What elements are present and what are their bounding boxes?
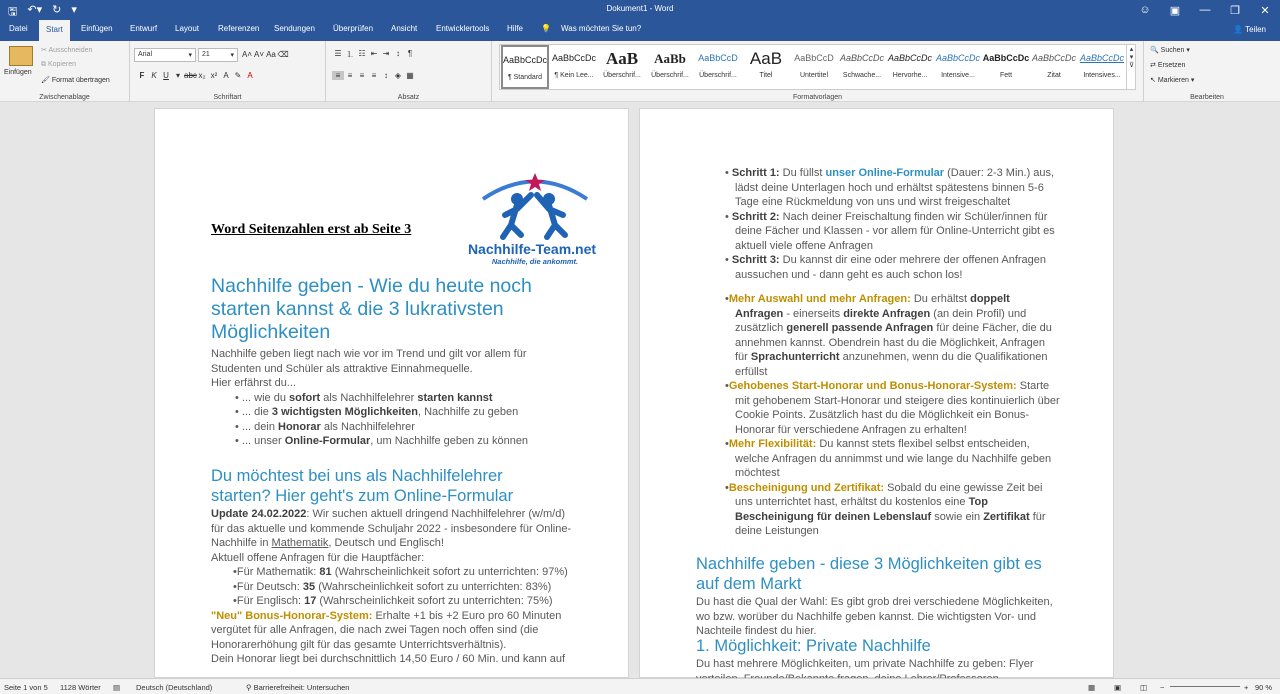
clipboard-group-label: Zwischenablage (39, 94, 90, 101)
font-format-tools (136, 71, 256, 80)
style-quote[interactable]: AaBbCcDc Zitat (1031, 53, 1076, 79)
logo-text: Nachhilfe-Team.net (467, 241, 597, 257)
more-icon: ⊽ (1128, 62, 1135, 69)
share-button[interactable]: 👤 Teilen (1233, 25, 1266, 34)
change-case-icon[interactable]: Aa (266, 50, 276, 59)
page-title: Nachhilfe geben - Wie du heute noch starten kannst & die 3 lukrativsten Möglichkeiten (211, 275, 532, 343)
print-layout-icon[interactable]: ▣ (1114, 683, 1122, 692)
editing-group-label: Bearbeiten (1190, 94, 1224, 101)
zoom-in-icon[interactable]: + (1244, 683, 1249, 692)
numbering-icon[interactable]: ⒈ (346, 50, 354, 59)
zoom-out-icon[interactable]: − (1160, 683, 1165, 692)
decrease-indent-icon[interactable]: ⇤ (370, 49, 378, 58)
bullet-icon: • (235, 420, 242, 433)
honorar-paragraph: Dein Honorar liegt bei durchschnittlich 14,50 Euro / 60 Min. und kann auf (211, 653, 566, 665)
highlight-icon[interactable]: ✎ (234, 71, 242, 80)
steps-list (720, 166, 1060, 282)
cursor-icon: ↖ (1150, 77, 1158, 84)
font-name-select[interactable]: Arial ▾ (134, 48, 196, 62)
sort-icon[interactable]: ↕ (396, 49, 400, 58)
tab-design[interactable]: Entwurf (130, 24, 158, 33)
underlined-heading: Word Seitenzahlen erst ab Seite 3 (211, 222, 412, 237)
bullet-icon: • (725, 481, 729, 494)
clipboard-group (0, 41, 130, 102)
page-2[interactable] (639, 108, 1114, 678)
window-controls (1130, 0, 1280, 20)
style-subtle-emphasis[interactable]: AaBbCcDc Schwache... (839, 53, 884, 79)
style-emphasis[interactable]: AaBbCcDc Hervorhe... (887, 53, 932, 79)
page-1[interactable] (154, 108, 629, 678)
style-heading3[interactable]: AaBbCcD Überschrif... (698, 53, 738, 79)
shrink-font-icon[interactable]: A˅ (253, 50, 264, 59)
logo-figures-icon (465, 169, 605, 239)
paste-button[interactable]: Einfügen (4, 69, 32, 76)
style-standard[interactable]: AaBbCcDc ¶ Standard (501, 45, 549, 89)
style-title[interactable]: AaB Titel (749, 49, 783, 79)
vertical-scrollbar[interactable] (1268, 102, 1280, 678)
ribbon (0, 41, 1280, 102)
style-intense-quote[interactable]: AaBbCcDc Intensives... (1079, 53, 1124, 79)
lightbulb-icon: 💡 (541, 24, 551, 33)
customize-icon[interactable]: ▾ (71, 4, 77, 16)
bullet-icon: • (725, 293, 729, 305)
tab-file[interactable]: Datei (9, 24, 28, 33)
style-heading1[interactable]: AaB Überschrif... (603, 49, 641, 79)
replace-icon: ⇄ (1150, 62, 1158, 69)
scissors-icon: ✂ (41, 47, 49, 54)
styles-gallery (499, 44, 1136, 90)
language[interactable]: Deutsch (Deutschland) (136, 683, 213, 692)
intro-lead: Hier erfährst du... (211, 377, 296, 389)
bullet-icon: • (725, 210, 732, 223)
list-item: • Schritt 3: Du kannst dir eine oder mehrere der offenen Anfragen aussuchen und - dann geht es auch schon los! (725, 254, 1047, 281)
style-heading2[interactable]: AaBb Überschrif... (651, 51, 689, 79)
bullet-icon: • (233, 595, 237, 607)
options-paragraph: Du hast die Qual der Wahl: Es gibt grob drei verschiedene Möglichkeiten, wo bzw. worüber du Nachhilfe geben kannst. Die wichtigsten Vor- und Nachteile findest du hier. (696, 596, 1053, 637)
tab-help[interactable]: Hilfe (507, 24, 524, 33)
accessibility-button[interactable]: ⚲ Barrierefreiheit: Untersuchen (246, 683, 350, 692)
chevron-up-icon: ▴ (1129, 46, 1134, 53)
bullet-icon: • (235, 435, 242, 447)
superscript-icon[interactable]: x² (210, 71, 218, 80)
bold-icon[interactable]: F (139, 71, 145, 80)
list-item: •Mehr Flexibilität: Du kannst stets flexibel selbst entscheiden, welche Anfragen du annimmst und wie lange du Nachhilfe geben möchtest (725, 438, 1052, 479)
math-link[interactable]: Mathematik (271, 537, 329, 549)
tab-mailings[interactable]: Sendungen (274, 24, 315, 33)
font-color-icon[interactable]: A (247, 71, 253, 80)
intro-list (235, 391, 571, 449)
list-item: •Gehobenes Start-Honorar und Bonus-Honorar-System: Starte mit gehobenem Start-Honorar und steigere dies kontinuierlich über Cookie Points. Zusätzlich hast du die Möglichkeit ein Bonus-Honorar für verschiedene Anfragen zu erhalten! (725, 380, 1060, 436)
share-icon: 👤 (1233, 25, 1246, 34)
ribbon-tabs (0, 20, 1280, 41)
section-heading: Nachhilfe geben - diese 3 Möglichkeiten gibt es auf dem Markt (696, 555, 1042, 593)
chevron-down-icon: ▾ (188, 52, 192, 59)
underline-icon[interactable]: U (163, 71, 169, 80)
zoom-level[interactable]: 90 % (1255, 683, 1273, 692)
chevron-down-icon: ▾ (230, 52, 234, 59)
styles-scroll[interactable] (1126, 45, 1136, 89)
font-size-tools (241, 50, 289, 59)
list-item: • Schritt 2: Nach deiner Freischaltung finden wir Schüler/innen für deine Fächer und Klassen - vor allem für Online-Unterricht gibt es aktuell viele offene Anfragen (725, 210, 1055, 252)
list-item: •Für Mathematik: 81 (Wahrscheinlichkeit sofort zu unterrichten: 97%) (233, 566, 568, 578)
find-button[interactable]: 🔍 Suchen ▾ (1150, 47, 1190, 54)
style-subtitle[interactable]: AaBbCcD Untertitel (794, 53, 834, 79)
clear-format-icon[interactable]: ⌫ (277, 50, 289, 59)
title-bar (0, 0, 1280, 20)
list-item: • ... unser Online-Formular, um Nachhilfe geben zu können (235, 435, 529, 447)
list-item: • Schritt 1: Du füllst unser Online-Formular (Dauer: 2-3 Min.) aus, lädst deine Unterlagen hoch und erhältst spätestens binnen 5-6 Tage eine Rückmeldung von uns und wirst freigeschaltet (725, 167, 1055, 208)
bullet-icon: • (235, 391, 242, 404)
justify-icon[interactable]: ≡ (371, 71, 377, 80)
list-tools (332, 49, 416, 60)
replace-button[interactable]: ⇄ Ersetzen (1150, 62, 1186, 69)
redo-icon[interactable]: ↻ (52, 4, 62, 16)
intro-paragraph: Nachhilfe geben liegt nach wie vor im Trend und gilt vor allem für Studenten und Schüler als attraktive Einnahmequelle. (211, 348, 527, 375)
italic-icon[interactable]: K (151, 71, 157, 80)
brush-icon: 🖌 (41, 77, 52, 84)
align-tools (332, 71, 416, 80)
style-intense-emphasis[interactable]: AaBbCcDc Intensive... (935, 53, 980, 79)
document-title: Dokument1 - Word (606, 4, 674, 13)
text-effects-icon[interactable]: A (223, 71, 229, 80)
close-icon[interactable]: ✕ (1260, 4, 1270, 17)
align-right-icon[interactable]: ≡ (359, 71, 365, 80)
tell-me-search[interactable]: Was möchten Sie tun? (561, 24, 642, 33)
accessibility-icon: ⚲ (246, 683, 254, 692)
borders-icon[interactable]: ▦ (406, 71, 414, 80)
tab-start[interactable]: Start (39, 20, 70, 41)
subsection-heading: 1. Möglichkeit: Private Nachhilfe (696, 637, 931, 655)
bullet-icon: • (233, 566, 237, 578)
benefits-list (720, 292, 1060, 539)
font-size-select[interactable]: 21 ▾ (198, 48, 238, 62)
word-count[interactable]: 1128 Wörter (60, 683, 101, 692)
font-group-label: Schriftart (213, 94, 242, 101)
styles-group-label: Formatvorlagen (792, 94, 843, 101)
save-icon[interactable]: 🖫 (8, 6, 18, 18)
bullet-icon: • (725, 438, 729, 450)
ribbon-options-icon[interactable]: ▣ (1169, 4, 1181, 17)
list-item: • ... dein Honorar als Nachhilfelehrer (235, 420, 415, 433)
minimize-icon[interactable]: — (1199, 4, 1211, 16)
select-button[interactable]: ↖ Markieren ▾ (1150, 77, 1195, 84)
line-spacing-icon[interactable]: ↕ (384, 71, 388, 80)
underline-dropdown-icon[interactable]: ▾ (175, 71, 180, 80)
grow-font-icon[interactable]: A˄ (241, 50, 252, 59)
online-form-link[interactable]: unser Online-Formular (825, 167, 945, 179)
align-center-icon[interactable]: ≡ (347, 71, 353, 80)
web-layout-icon[interactable]: ◫ (1140, 683, 1148, 692)
copy-button[interactable]: ⧉ Kopieren (41, 61, 76, 68)
logo (465, 169, 605, 269)
update-section (211, 507, 573, 667)
tab-view[interactable]: Ansicht (391, 24, 418, 33)
tab-references[interactable]: Referenzen (218, 24, 260, 33)
cut-button[interactable]: ✂ Ausschneiden (41, 47, 93, 54)
focus-mode-icon[interactable]: ▦ (1088, 683, 1096, 692)
list-item: •Für Deutsch: 35 (Wahrscheinlichkeit sofort zu unterrichten: 83%) (233, 580, 552, 593)
paragraph-group (326, 41, 492, 102)
section-heading: Du möchtest bei uns als Nachhilfelehrer starten? Hier geht's zum Online-Formular (211, 467, 514, 505)
proofing-icon[interactable]: ▤ (113, 683, 121, 692)
requests-intro: Aktuell offene Anfragen für die Hauptfächer: (211, 551, 425, 564)
bullet-icon: • (725, 380, 729, 392)
chevron-down-icon: ▾ (1129, 54, 1134, 61)
update-paragraph: Update 24.02.2022: Wir suchen aktuell dringend Nachhilfelehrer (w/m/d) für das aktuelle und kommende Schuljahr 2022 - insbesondere für Online-Nachhilfe in Mathematik, Deutsch und Englisch! (211, 508, 572, 549)
style-strong[interactable]: AaBbCcDc Fett (982, 53, 1030, 79)
undo-icon[interactable]: ↶▾ (27, 4, 43, 16)
format-painter-button[interactable]: 🖌 Format übertragen (41, 77, 110, 84)
align-left-icon[interactable]: ≡ (332, 71, 344, 80)
paste-icon[interactable] (9, 46, 33, 66)
increase-indent-icon[interactable]: ⇥ (382, 49, 390, 58)
strikethrough-icon[interactable]: abc (184, 71, 197, 80)
subjects-list (233, 565, 573, 609)
bullet-icon: • (725, 254, 732, 266)
font-group (130, 41, 326, 102)
list-item: • ... wie du sofort als Nachhilfelehrer starten kannst (235, 391, 493, 404)
zoom-slider[interactable] (1170, 686, 1240, 687)
editing-group (1144, 41, 1270, 102)
style-no-spacing[interactable]: AaBbCcDc ¶ Kein Lee... (551, 53, 596, 79)
bonus-paragraph: "Neu" Bonus-Honorar-System: Erhalte +1 bis +2 Euro pro 60 Minuten vergütet für alle Anfragen, die nach zwei Tagen noch offen sind (die Honorarerhöhung gilt für das gesamte Unterrichtsverhältnis). (211, 609, 562, 651)
list-item: •Bescheinigung und Zertifikat: Sobald du eine gewisse Zeit bei uns unterrichtet hast, erhältst du kostenlos eine Top Bescheinigung für deinen Lebenslauf sowie ein Zertifikat für deine Leistungen (725, 481, 1046, 537)
bullets-icon[interactable]: ☰ (334, 49, 342, 58)
intro-text (211, 347, 571, 449)
tab-developer[interactable]: Entwicklertools (436, 24, 490, 33)
tab-layout[interactable]: Layout (175, 24, 200, 33)
bullet-icon: • (235, 406, 242, 418)
pilcrow-icon[interactable]: ¶ (407, 49, 413, 58)
list-item: •Für Englisch: 17 (Wahrscheinlichkeit sofort zu unterrichten: 75%) (233, 595, 553, 607)
user-icon[interactable]: ☺ (1139, 4, 1151, 16)
tab-insert[interactable]: Einfügen (81, 24, 113, 33)
shading-icon[interactable]: ◈ (394, 71, 402, 80)
bullet-icon: • (233, 580, 237, 593)
tab-review[interactable]: Überprüfen (333, 24, 374, 33)
subscript-icon[interactable]: x₂ (198, 71, 206, 80)
search-icon: 🔍 (1150, 47, 1161, 54)
private-tutoring-paragraph: Du hast mehrere Möglichkeiten, um private Nachhilfe zu geben: Flyer (696, 658, 1034, 670)
maximize-icon[interactable]: ❐ (1230, 4, 1240, 17)
page-counter[interactable]: Seite 1 von 5 (4, 683, 48, 692)
multilevel-list-icon[interactable]: ☷ (358, 49, 366, 58)
document-workspace (0, 102, 1280, 678)
copy-icon: ⧉ (41, 61, 48, 68)
paragraph-group-label: Absatz (397, 94, 420, 101)
bullet-icon: • (725, 167, 732, 179)
list-item: •Mehr Auswahl und mehr Anfragen: Du erhältst doppelt Anfragen - einerseits direkte Anfragen (an dein Profil) und zusätzlich generell passende Anfragen für deine Fächer, die du annehmen kannst. Obendrein hast du die Möglichkeit, Anfragen für Sprachunterricht anzunehmen, wenn du die Qualifikationen erfüllst (725, 293, 1052, 378)
logo-tagline: Nachhilfe, die ankommt. (491, 257, 579, 266)
list-item: • ... die 3 wichtigsten Möglichkeiten, Nachhilfe zu geben (235, 406, 519, 418)
status-bar (0, 678, 1280, 694)
